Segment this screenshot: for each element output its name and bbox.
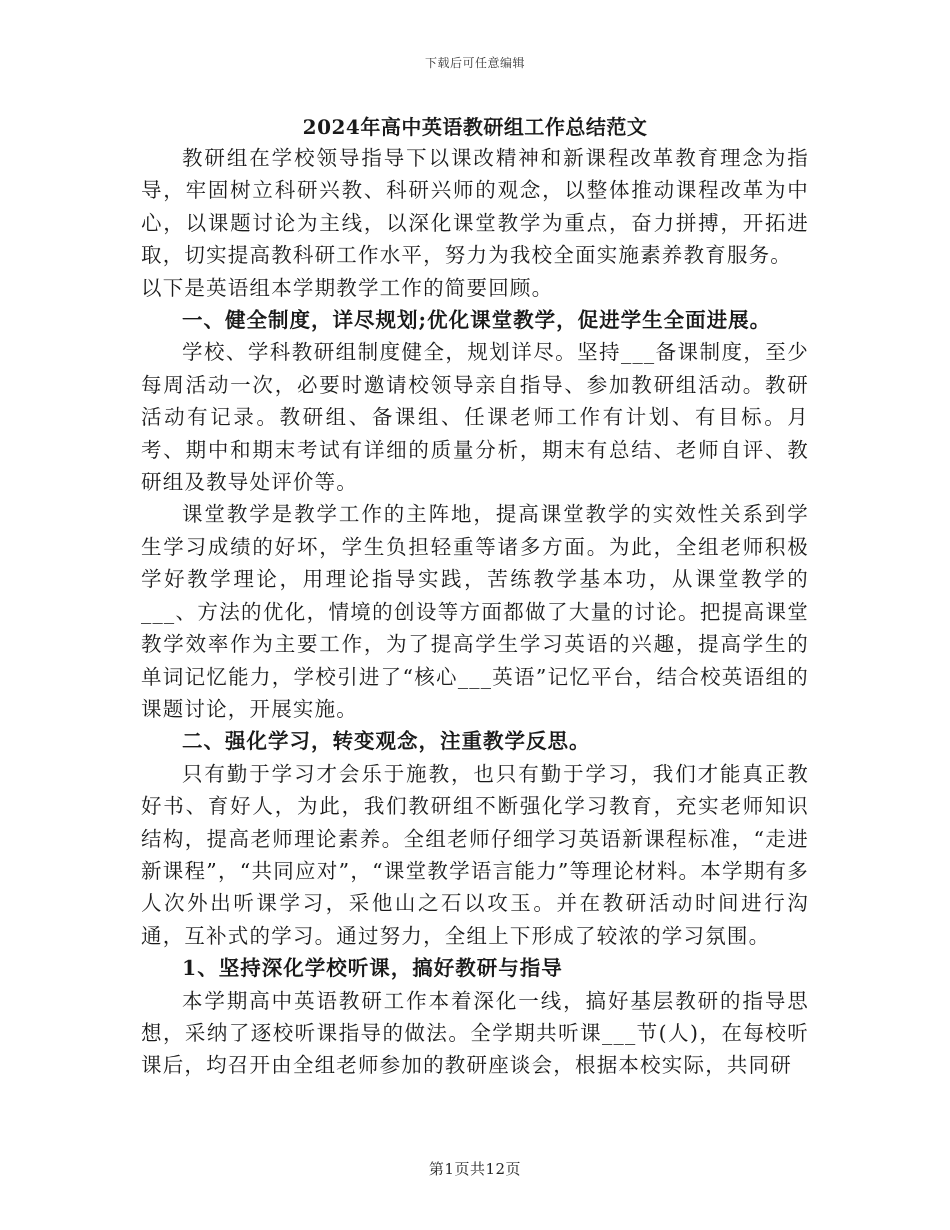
section-1-paragraph-1: 学校、学科教研组制度健全，规划详尽。坚持___备课制度，至少每周活动一次，必要时邀请校领导亲自指导、参加教研组活动。教研活动有记录。教研组、备课组、任课老师工作有计划、有目标。月考、期中和期末考试有详细的质量分析，期末有总结、老师自评、教研组及教导处评价等。: [141, 340, 809, 495]
section-heading-2: 二、强化学习，转变观念，注重教学反思。: [182, 729, 591, 754]
section-heading-1: 一、健全制度，详尽规划;优化课堂教学，促进学生全面进展。: [182, 308, 772, 333]
document-title: 2024年高中英语教研组工作总结范文: [302, 115, 648, 139]
section-1-paragraph-2: 课堂教学是教学工作的主阵地，提高课堂教学的实效性关系到学生学习成绩的好坏，学生负担轻重等诸多方面。为此，全组老师积极学好教学理论，用理论指导实践，苦练教学基本功，从课堂教学的___、方法的优化，情境的创设等方面都做了大量的讨论。把提高课堂教学效率作为主要工作，为了提高学生学习英语的兴趣，提高学生的单词记忆能力，学校引进了“核心___英语”记忆平台，结合校英语组的课题讨论，开展实施。: [141, 502, 809, 721]
document-body: [141, 112, 809, 1082]
intro-closing-line: 以下是英语组本学期教学工作的简要回顾。: [141, 275, 554, 300]
page-number: 第1页共12页: [428, 1160, 522, 1178]
subsection-1-paragraph-1: 本学期高中英语教研工作本着深化一线，搞好基层教研的指导思想，采纳了逐校听课指导的做法。全学期共听课___节(人)，在每校听课后，均召开由全组老师参加的教研座谈会，根据本校实际，共同研: [141, 988, 809, 1078]
section-2-paragraph-1: 只有勤于学习才会乐于施教，也只有勤于学习，我们才能真正教好书、育好人，为此，我们教研组不断强化学习教育，充实老师知识结构，提高老师理论素养。全组老师仔细学习英语新课程标准，“走进新课程”，“共同应对”，“课堂教学语言能力”等理论材料。本学期有多人次外出听课学习，采他山之石以攻玉。并在教研活动时间进行沟通，互补式的学习。通过努力，全组上下形成了较浓的学习氛围。: [141, 761, 809, 948]
intro-paragraph: 教研组在学校领导指导下以课改精神和新课程改革教育理念为指导，牢固树立科研兴教、科研兴师的观念，以整体推动课程改革为中心，以课题讨论为主线，以深化课堂教学为重点，奋力拼搏，开拓进取，切实提高教科研工作水平，努力为我校全面实施素养教育服务。: [141, 146, 809, 268]
download-note: 下载后可任意编辑: [424, 56, 525, 70]
subsection-heading-1: 1、坚持深化学校听课，搞好教研与指导: [182, 956, 563, 981]
